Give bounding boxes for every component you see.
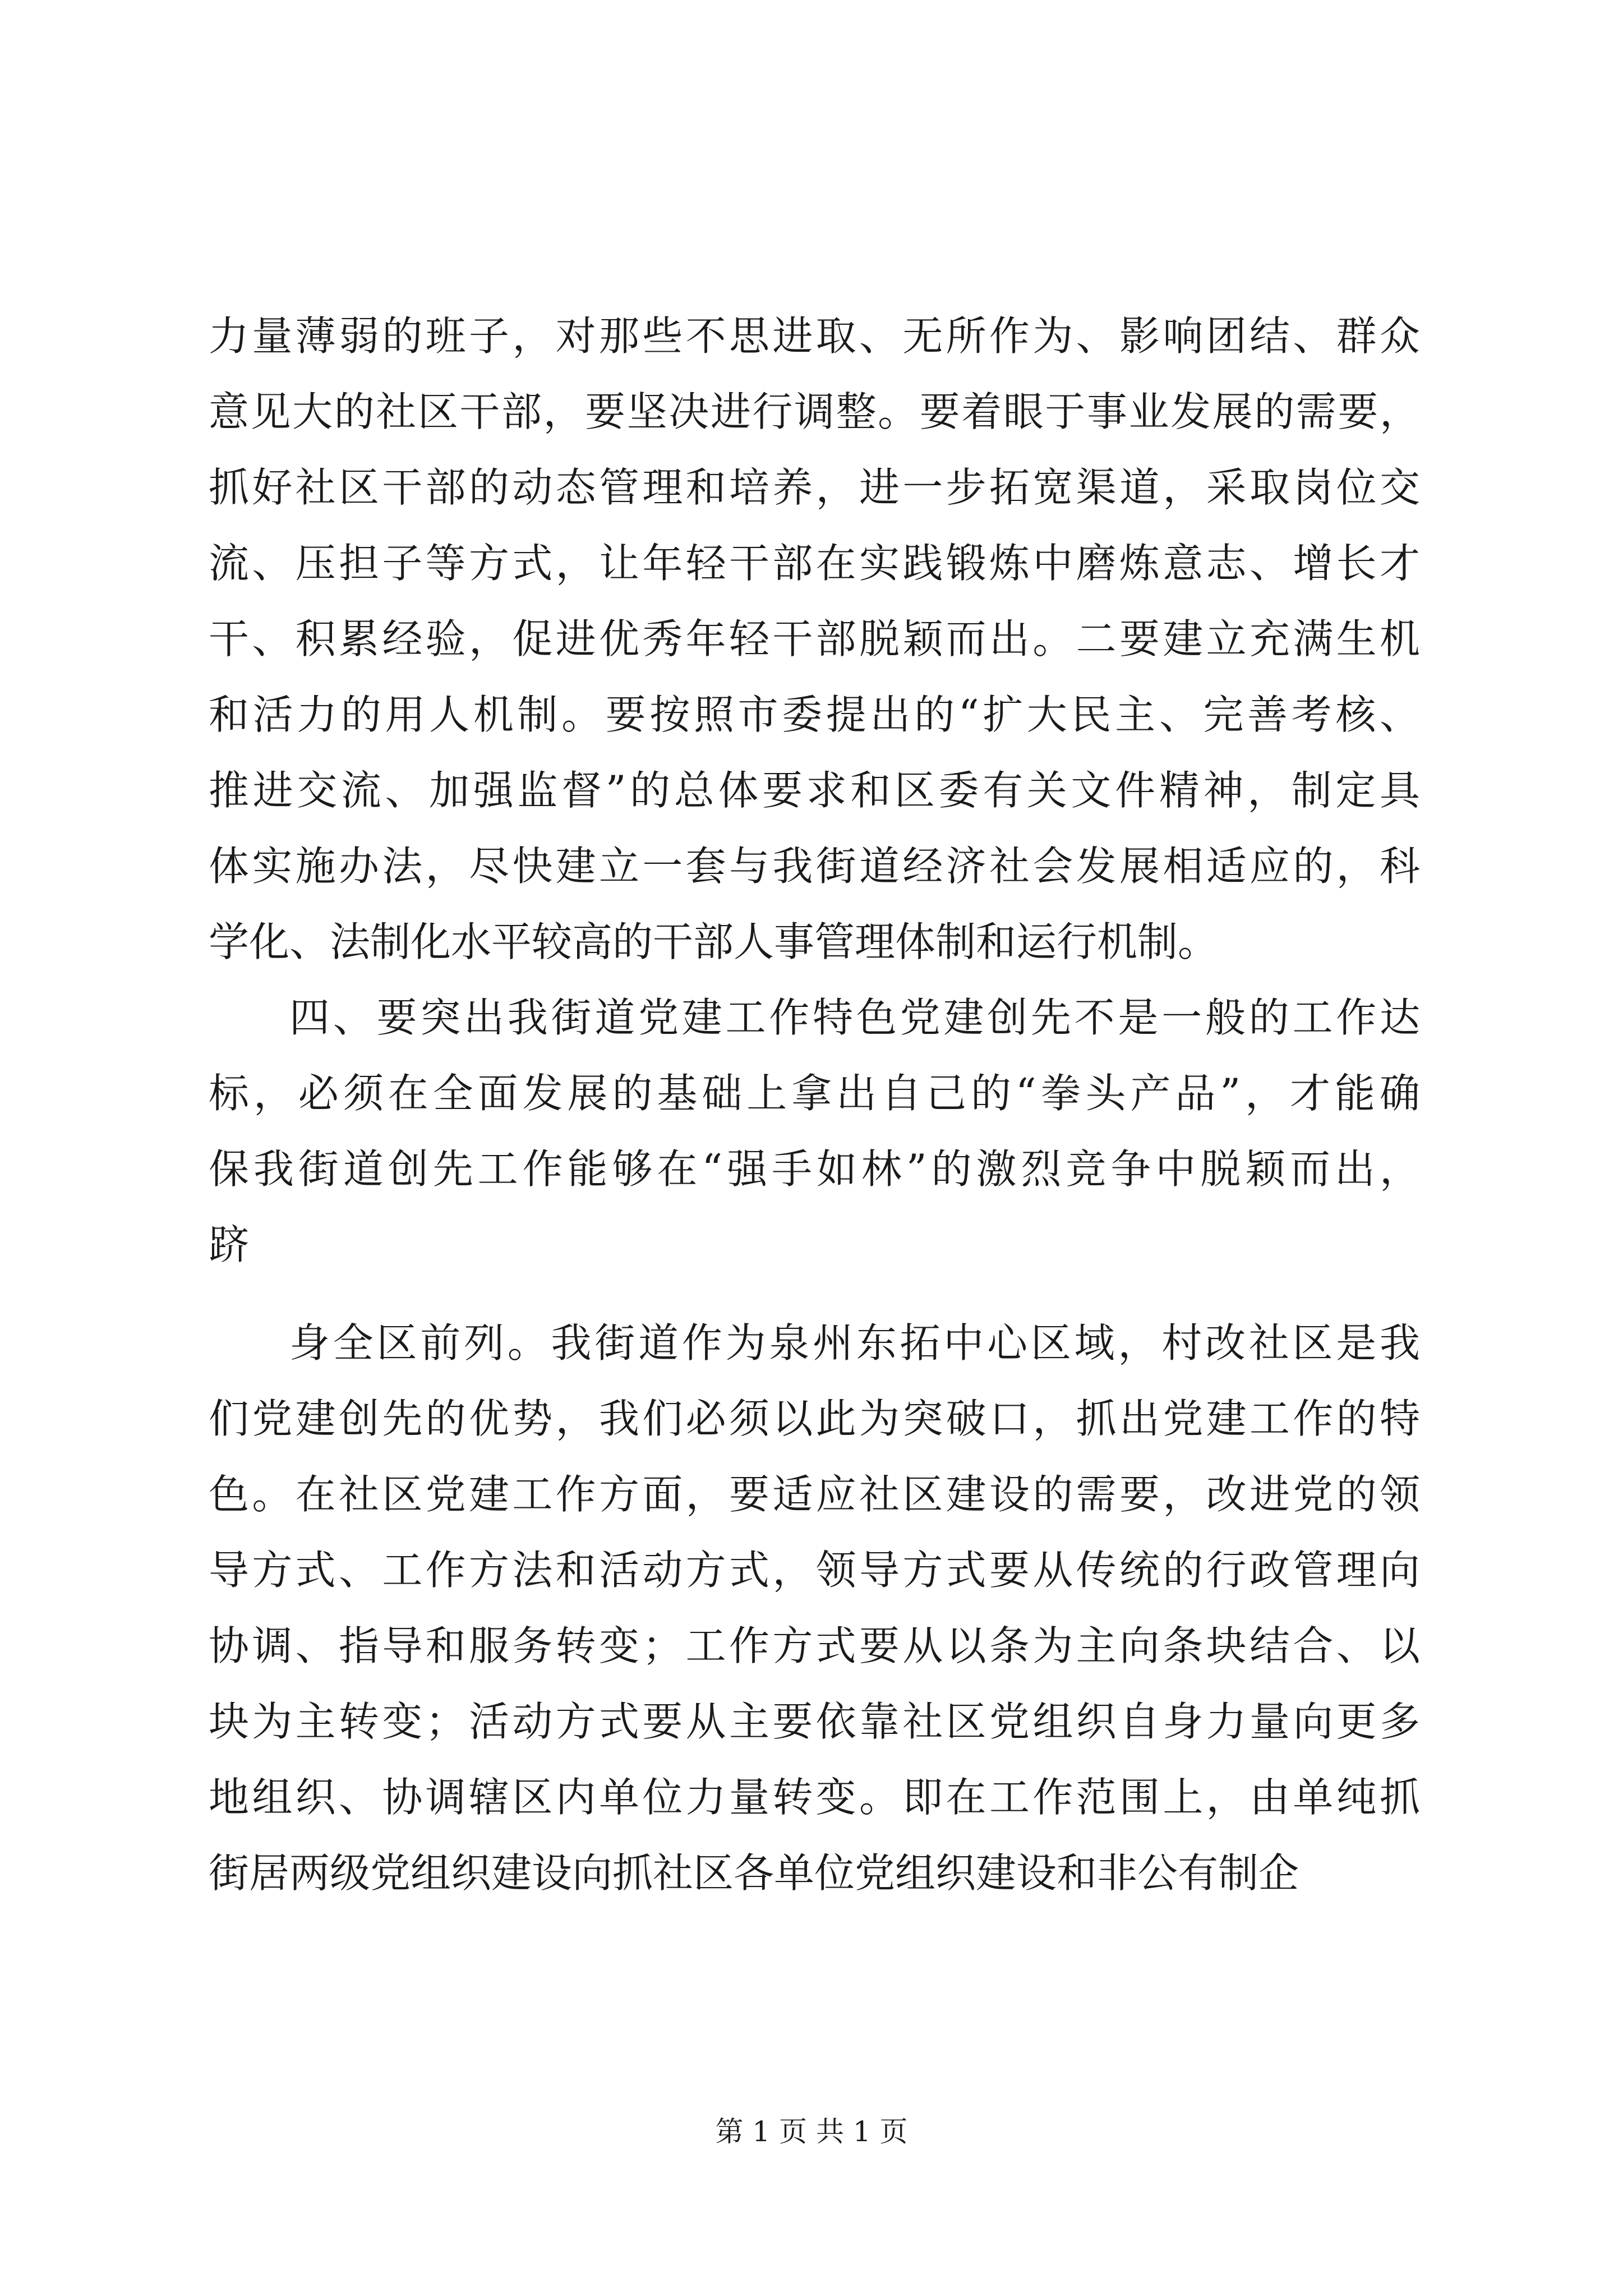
page-footer: 第 1 页 共 1 页 (715, 2115, 908, 2148)
document-body (209, 298, 1420, 1911)
text-line: 和活力的用人机制。要按照市委提出的“扩大民主、完善考核、 (209, 691, 1420, 738)
text-line: 标，必须在全面发展的基础上拿出自己的“拳头产品”，才能确 (209, 1070, 1420, 1117)
text-line: 协调、指导和服务转变；工作方式要从以条为主向条块结合、以 (209, 1622, 1420, 1669)
text-line: 块为主转变；活动方式要从主要依靠社区党组织自身力量向更多 (209, 1698, 1420, 1745)
paragraph-gap (209, 1283, 1420, 1305)
text-line: 街居两级党组织建设向抓社区各单位党组织建设和非公有制企 (209, 1849, 1299, 1897)
text-line: 地组织、协调辖区内单位力量转变。即在工作范围上，由单纯抓 (209, 1774, 1420, 1821)
text-line: 意见大的社区干部，要坚决进行调整。要着眼于事业发展的需要， (209, 388, 1420, 435)
text-line: 学化、法制化水平较高的干部人事管理体制和运行机制。 (209, 918, 1219, 965)
text-line: 色。在社区党建工作方面，要适应社区建设的需要，改进党的领 (209, 1471, 1420, 1518)
text-line: 四、要突出我街道党建工作特色党建创先不是一般的工作达 (289, 994, 1420, 1041)
text-line: 们党建创先的优势，我们必须以此为突破口，抓出党建工作的特 (209, 1395, 1420, 1442)
text-line: 推进交流、加强监督”的总体要求和区委有关文件精神，制定具 (209, 767, 1420, 814)
text-line: 保我街道创先工作能够在“强手如林”的激烈竞争中脱颖而出， (209, 1145, 1420, 1193)
text-line: 身全区前列。我街道作为泉州东拓中心区域，村改社区是我 (289, 1319, 1420, 1366)
text-line: 力量薄弱的班子，对那些不思进取、无所作为、影响团结、群众 (209, 312, 1420, 360)
text-line: 流、压担子等方式，让年轻干部在实践锻炼中磨炼意志、增长才 (209, 540, 1420, 587)
text-line: 抓好社区干部的动态管理和培养，进一步拓宽渠道，采取岗位交 (209, 464, 1420, 511)
text-line: 体实施办法，尽快建立一套与我街道经济社会发展相适应的，科 (209, 843, 1420, 890)
text-line: 导方式、工作方法和活动方式，领导方式要从传统的行政管理向 (209, 1547, 1420, 1594)
text-line: 跻 (209, 1221, 250, 1268)
text-line: 干、积累经验，促进优秀年轻干部脱颖而出。二要建立充满生机 (209, 615, 1420, 662)
